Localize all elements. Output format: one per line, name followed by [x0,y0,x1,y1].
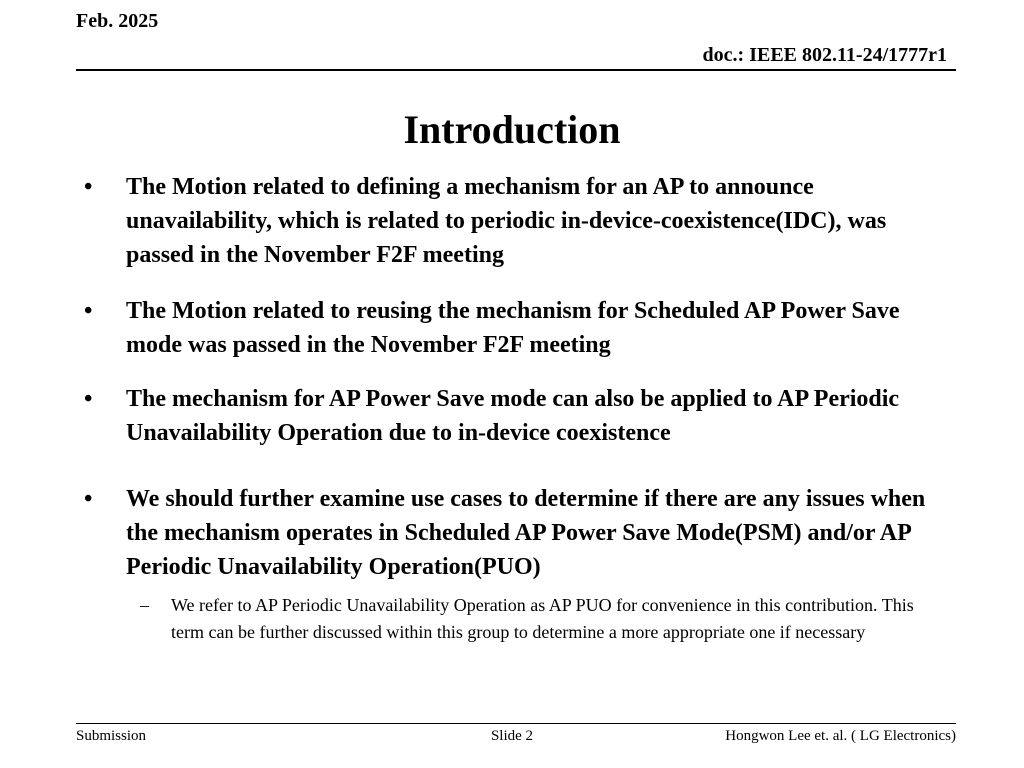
bullet-item [84,170,944,272]
header-doc-id: doc.: IEEE 802.11-24/1777r1 [702,44,947,66]
sub-bullet-marker: – [140,595,149,615]
sub-bullet-item [140,592,940,646]
bullet-marker: • [84,298,93,324]
slide-title: Introduction [403,107,621,152]
bullet-item [84,294,944,362]
bullet-text: The Motion related to defining a mechanism for an AP to announce unavailability, which is related to periodic in-device-coexistence(IDC), was passed in the November F2F meeting [126,174,887,268]
footer-slide-number: Slide 2 [490,728,534,744]
bullet-text: The mechanism for AP Power Save mode can also be applied to AP Periodic Unavailability Operation due to in-device coexistence [126,386,900,446]
bullet-marker: • [84,486,93,512]
footer-author: Hongwon Lee et. al. ( LG Electronics) [725,728,956,744]
header-date: Feb. 2025 [76,10,159,32]
bullet-text: The Motion related to reusing the mechanism for Scheduled AP Power Save mode was passed in the November F2F meeting [126,298,900,358]
bullet-marker: • [84,174,93,200]
bullet-item [84,482,944,584]
sub-bullet-text: We refer to AP Periodic Unavailability Operation as AP PUO for convenience in this contribution. This term can be further discussed within this group to determine a more appropriate one if necessary [171,595,914,642]
bullet-marker: • [84,386,93,412]
footer-rule [76,723,956,724]
bullet-text: We should further examine use cases to determine if there are any issues when the mechanism operates in Scheduled AP Power Save Mode(PSM) and/or AP Periodic Unavailability Operation(PUO) [126,486,926,580]
footer-submission: Submission [76,728,147,744]
bullet-item [84,382,944,450]
